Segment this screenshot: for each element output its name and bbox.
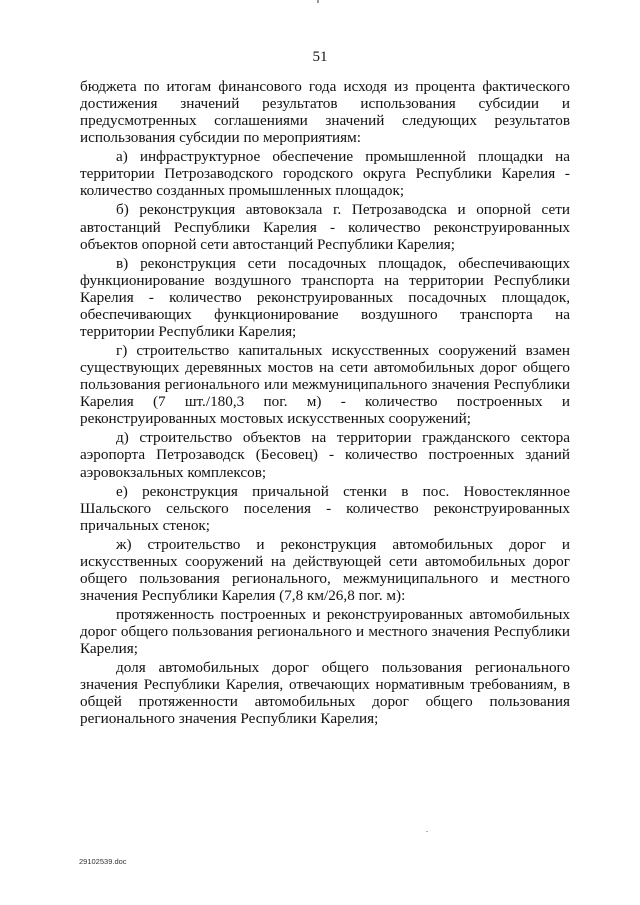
page-number: 51 — [312, 49, 328, 65]
paragraph-road-share: доля автомобильных дорог общего пользования регионального значения Республики Карелия, отвечающих нормативным требованиям, в общей протяженности автомобильных дорог общего пользования регионального значения Республики Карелия; — [80, 659, 570, 728]
paragraph-item-a: а) инфраструктурное обеспечение промышленной площадки на территории Петрозаводского городского округа Республики Карелия - количество созданных промышленных площадок; — [80, 148, 570, 200]
paragraph-item-e: е) реконструкция причальной стенки в пос. Новостеклянное Шальского сельского поселения - количество реконструированных причальных стенок; — [80, 482, 570, 534]
paragraph-road-length: протяженность построенных и реконструированных автомобильных дорог общего пользования регионального и местного значения Республики Карелия; — [80, 605, 570, 658]
paragraph-budget-intro: бюджета по итогам финансового года исходя из процента фактического достижения значений результатов использования субсидии и предусмотренных соглашениями значений следующих результатов использования субсидии по мероприятиям: — [80, 78, 570, 147]
scan-mark — [317, 0, 319, 3]
footer-file-code: 29102539.doc — [79, 857, 127, 866]
paragraph-item-b: б) реконструкция автовокзала г. Петрозаводска и опорной сети автостанций Республики Карелия - количество реконструированных объектов опорной сети автостанций Республики Карелия; — [80, 201, 570, 253]
scan-speck — [426, 831, 428, 832]
paragraph-item-v: в) реконструкция сети посадочных площадок, обеспечивающих функционирование воздушного транспорта на территории Республики Карелия - количество реконструированных посадочных площадок, обеспечивающих функционирование воздушного транспорта на территории Республики Карелия; — [80, 254, 570, 340]
paragraph-item-g: г) строительство капитальных искусственных сооружений взамен существующих деревянных мостов на сети автомобильных дорог общего пользования регионального или межмуниципального значения Республики Карелия (7 шт./180,3 пог. м) - количество построенных и реконструированных мостовых искусственных сооружений; — [80, 341, 570, 428]
document-body — [80, 78, 570, 729]
paragraph-item-zh: ж) строительство и реконструкция автомобильных дорог и искусственных сооружений на действующей сети автомобильных дорог общего пользования регионального, межмуниципального и местного значения Республики Карелия (7,8 км/26,8 пог. м): — [80, 535, 570, 604]
paragraph-item-d: д) строительство объектов на территории гражданского сектора аэропорта Петрозаводск (Бесовец) - количество построенных зданий аэровокзальных комплексов; — [80, 429, 570, 481]
